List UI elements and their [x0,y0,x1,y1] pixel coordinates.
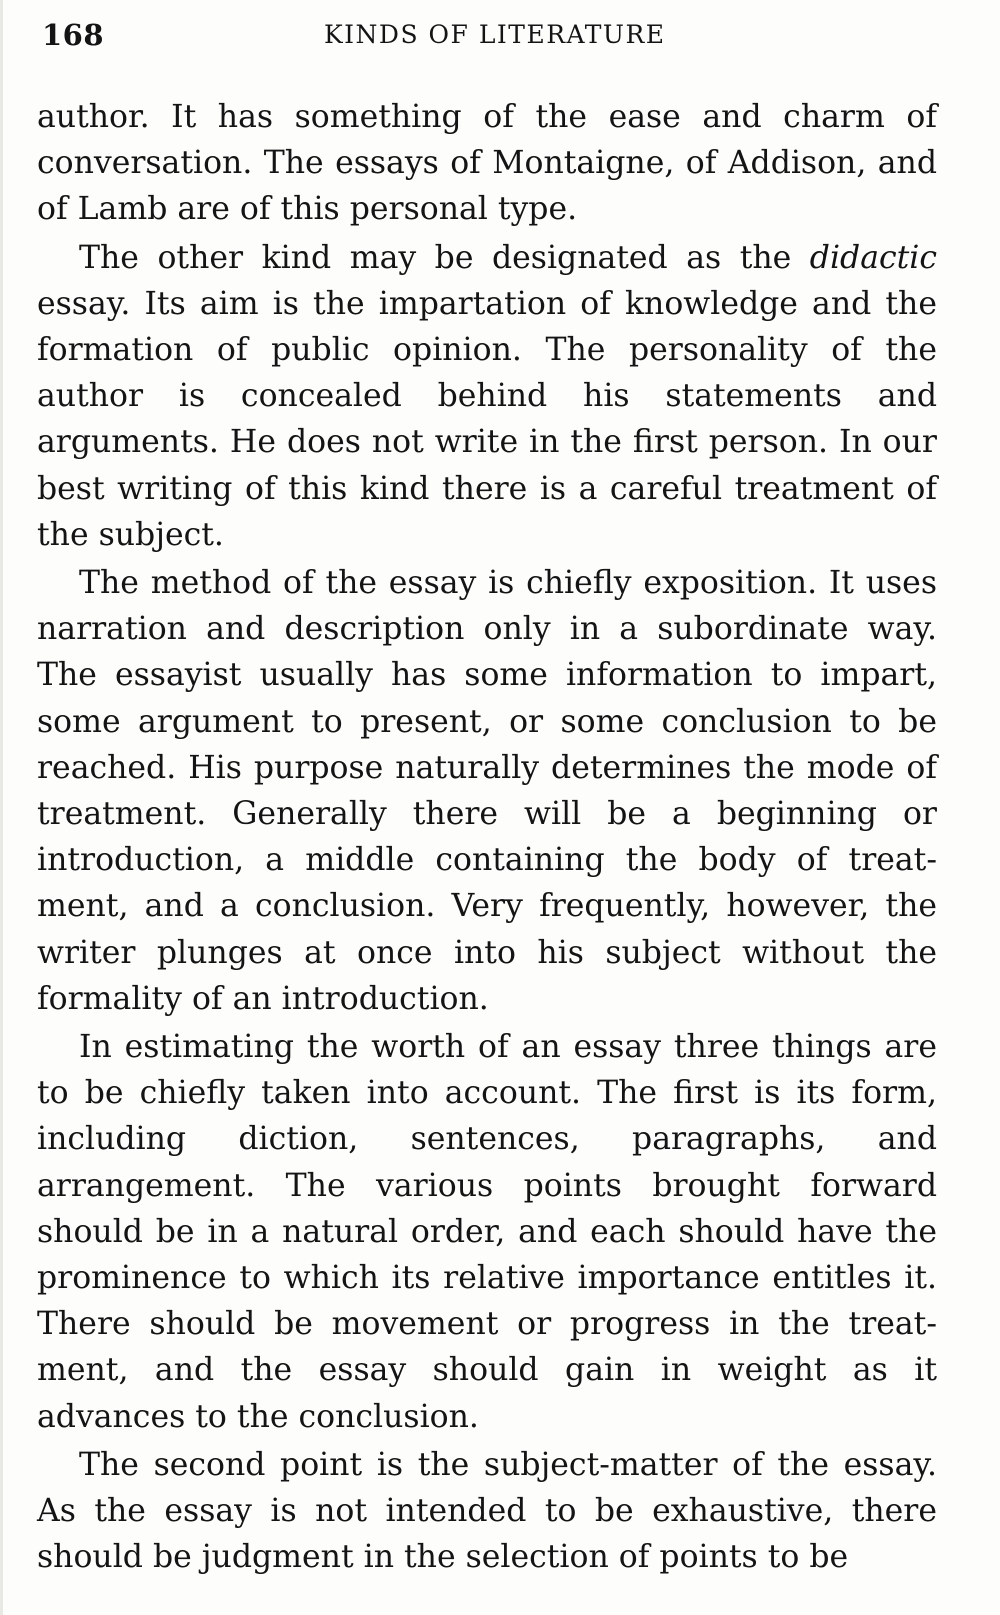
emphasized-term: didactic [809,239,937,276]
body-text [37,94,937,1581]
paragraph-text-after: essay. Its aim is the impartation of knowledge and the formation of public opinion. The personality of the author is concealed behind his statements and arguments. He does not write in the first person. In our best writing of this kind there is a careful treatment of the subject. [37,285,937,553]
page-header [36,18,964,58]
page-number: 168 [42,18,105,52]
paragraph-worth: In estimating the worth of an essay three things are to be chiefly taken into account. The first is its form, including diction, sentences, paragraphs, and arrangement. The various points brought forward should be in a natural order, and each should have the prominence to which its relative importance entitles it. There should be movement or progress in the treatment, and the essay should gain in weight as it advances to the conclusion. [37,1029,937,1435]
running-title: KINDS OF LITERATURE [324,20,666,49]
page-edge [0,0,3,1615]
paragraph-subject-matter: The second point is the subject-matter of the essay. As the essay is not intended to be exhaustive, there should be judgment in the selection of points to be [37,1446,937,1576]
paragraph-method: The method of the essay is chiefly exposition. It uses narration and description only in a subordinate way. The essayist usually has some information to impart, some argument to present, or some conclusion to be reached. His purpose naturally determines the mode of treatment. Generally there will be a beginning or introduction, a middle containing the body of treatment, and a conclusion. Very frequently, however, the writer plunges at once into his subject without the formality of an introduction. [37,565,937,1017]
paragraph-didactic-essay [37,235,937,558]
paragraph-continuation: author. It has something of the ease and charm of conversation. The essays of Montaigne, of Addison, and of Lamb are of this personal type. [37,99,937,228]
paragraph-text-before: The other kind may be designated as the [79,239,810,276]
